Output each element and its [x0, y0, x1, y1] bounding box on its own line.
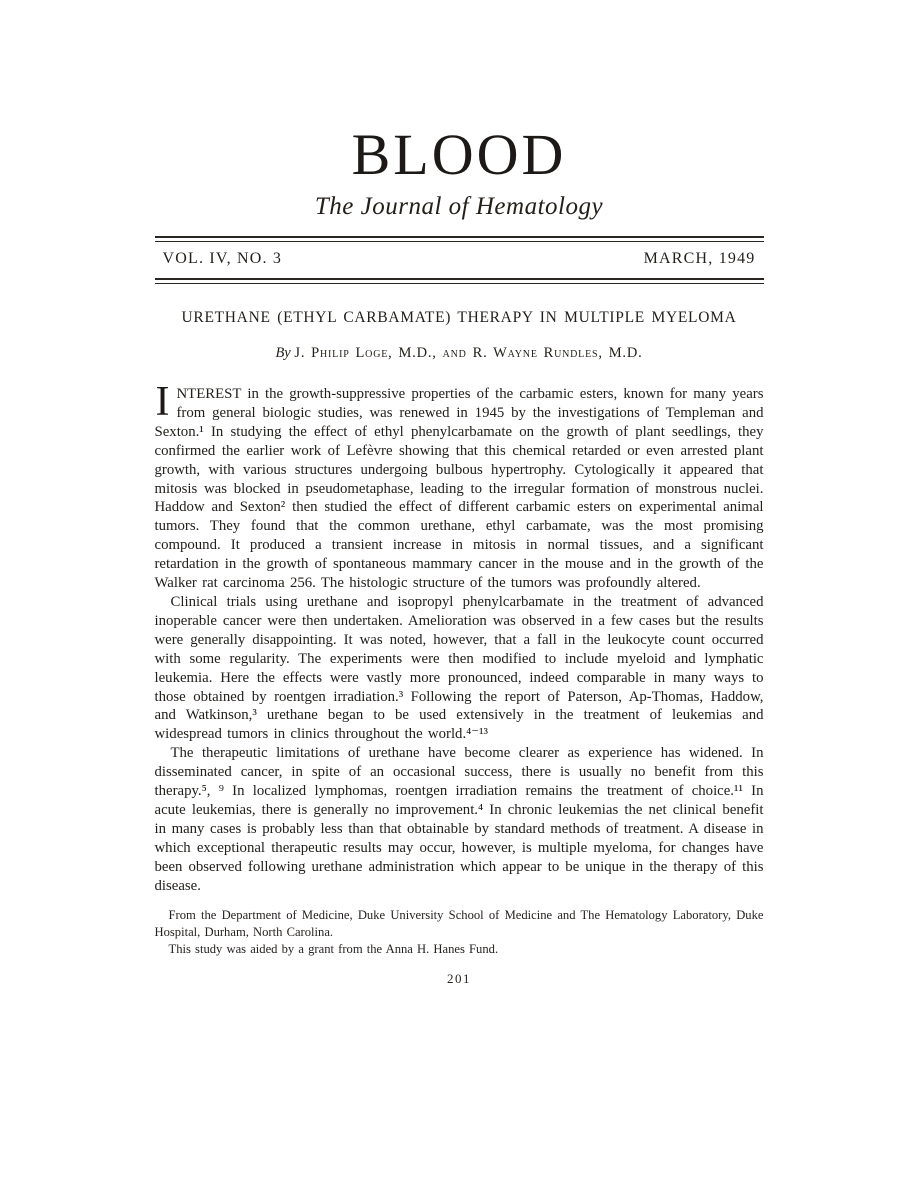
footnote-grant: This study was aided by a grant from the Anna H. Hanes Fund. — [168, 941, 499, 956]
journal-title: BLOOD — [351, 122, 567, 187]
journal-subtitle: The Journal of Hematology — [314, 193, 604, 220]
article-body — [154, 379, 764, 895]
paragraph-1-text: NTEREST in the growth-suppressive properties of the carbamic esters, known for many years from general biologic studies, was renewed in 1945 by the investigations of Templeman and Sexton.¹ In studying the effect of ethyl phenylcarbamate on the growth of plant seedlings, they confirmed the earlier work of Lefèvre showing that this chemical retarded or even arrested plant growth, with various structures undergoing bulbous hypertrophy. Cytologically it appeared that mitosis was blocked in pseudometaphase, leading to the irregular formation of monstrous nuclei. Haddow and Sexton² then studied the effect of different carbamic esters on experimental animal tumors. They found that the common urethane, ethyl carbamate, was the most promising compound. It produced a transient increase in mitosis in normal tissues, and a significant retardation in the growth of spontaneous mammary cancer in the mouse and in the growth of the Walker rat carcinoma 256. The histologic structure of the tumors was profoundly altered. — [154, 386, 764, 592]
footnote — [155, 907, 764, 957]
double-rule-bottom — [155, 278, 764, 284]
masthead — [155, 122, 764, 284]
dropcap-initial: I — [155, 379, 170, 425]
issue-date: MARCH, 1949 — [643, 250, 756, 267]
paragraph-2: Clinical trials using urethane and isopropyl phenylcarbamate in the treatment of advanced inoperable cancer were then undertaken. Amelioration was observed in a few cases but the results were generally disappointing. It was noted, however, that a fall in the leukocyte count occurred with some regularity. The experiments were then modified to include myeloid and lymphatic leukemia. Here the effects were vastly more pronounced, indeed comparable in many ways to those obtained by roentgen irradiation.³ Following the report of Paterson, Ap-Thomas, Haddow, and Watkinson,³ urethane began to be used extensively in the treatment of leukemias and widespread tumors in clinics throughout the world.⁴⁻¹³ — [154, 593, 764, 743]
paragraph-1 — [154, 379, 764, 593]
volume-number: VOL. IV, NO. 3 — [162, 250, 283, 267]
page-content — [155, 0, 764, 987]
paragraph-3: The therapeutic limitations of urethane have become clearer as experience has widened. In disseminated cancer, in spite of an occasional success, there is usually no benefit from this therapy.⁵, ⁹ In localized lymphomas, roentgen irradiation remains the treatment of choice.¹¹ In acute leukemias, there is generally no improvement.⁴ In chronic leukemias the net clinical benefit in many cases is probably less than that obtainable by standard methods of treatment. A disease in which exceptional therapeutic results may occur, however, is multiple myeloma, for changes have been observed following urethane administration which appear to be unique in the therapy of this disease. — [154, 745, 764, 894]
volume-date-row — [155, 242, 764, 278]
byline-prefix: By — [275, 345, 291, 361]
byline-authors: J. Philip Loge, M.D., and R. Wayne Rundles, M.D. — [294, 345, 643, 361]
byline — [155, 345, 764, 362]
footnote-affiliation: From the Department of Medicine, Duke University School of Medicine and The Hematology Laboratory, Duke Hospital, Durham, North Carolina. — [154, 908, 764, 940]
article-title: URETHANE (ETHYL CARBAMATE) THERAPY IN MULTIPLE MYELOMA — [181, 309, 737, 326]
page-number: 201 — [447, 971, 471, 987]
